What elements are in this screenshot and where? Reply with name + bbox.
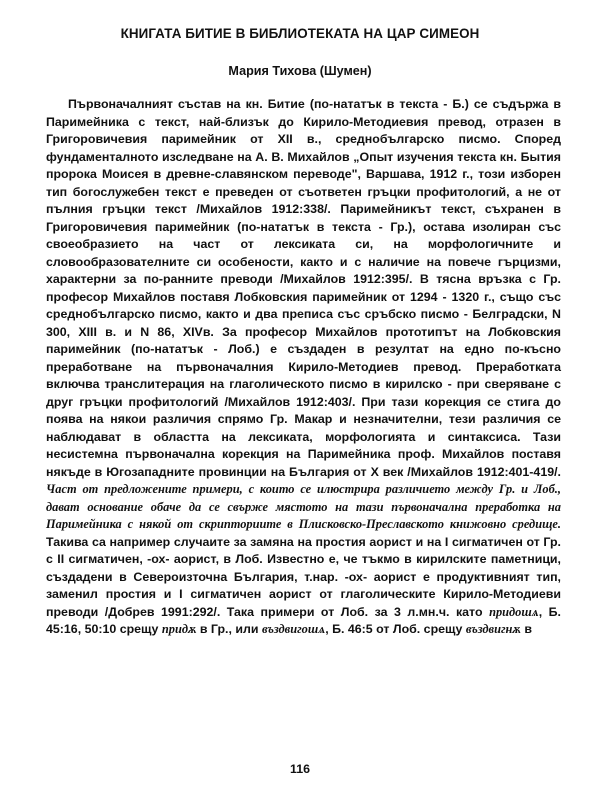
ocs-word-4: въздвигнѫ [465, 622, 521, 636]
body-text-main: Първоначалният състав на кн. Битие (по-нататък в текста - Б.) се съдържа в Паримейника с текст, най-близък до Кирило-Методиевия превод, отразен в Григоровичевия паримейник от XII в., среднобългарско писмо. Според фундаменталното изследване на А. В. Михайлов „Опыт изучения текста кн. Бытия пророка Моисея в древне-славянском переводе", Варшава, 1912 г., този изборен тип богослужебен текст е преведен от съответен гръцки профитологий, а не от пълния гръцки текст /Михайлов 1912:338/. Паримейникът текст, съхранен в Григоровичевия паримейник (по-нататък в текста - Гр.), остава изолиран със своеобразието на част от лексиката си, на морфологичните и словообразователните си особености, както и с наличие на повече гърцизми, характерни за по-ранните преводи /Михайлов 1912:395/. В тясна връзка с Гр. професор Михайлов поставя Лобковския паримейник от 1294 - 1320 г., също със среднобългарско писмо, както и два преписа със сръбско писмо - Белградски, N 300, XIII в. и N 86, XIVв. За професор Михайлов прототипът на Лобковския паримейник (по-нататък - Лоб.) е създаден в резултат на едно по-късно преработване на първоначалния Кирило-Методиев превод. Преработката включва транслитерация на глаголическото писмо в кирилско - при сверяване с друг гръцки профитологий /Михайлов 1912:403/. При тази корекция се стига до поява на някои различия спрямо Гр. Макар и незначителни, тези различия се наблюдават в областта на лексиката, морфологията и синтаксиса. Тази несистемна първоначална корекция на Паримейника проф. Михайлов поставя някъде в Югозападните провинции на България от X век /Михайлов 1912:401-419/. [46, 97, 561, 479]
ocs-word-3: въздвигошѧ [261, 622, 326, 636]
reference-4: в [524, 622, 532, 636]
reference-2: в Гр., или [199, 622, 259, 636]
body-paragraph [46, 96, 561, 639]
reference-1: , Б. 45:16, 50:10 срещу [46, 604, 561, 636]
reference-3: , Б. 46:5 от Лоб. срещу [325, 622, 463, 636]
article-title: КНИГАТА БИТИЕ В БИБЛИОТЕКАТА НА ЦАР СИМЕОН [120, 26, 480, 41]
ocs-word-1: придошѧ [489, 604, 539, 619]
article-author: Мария Тихова (Шумен) [228, 64, 372, 78]
ocs-word-2: придѫ [161, 622, 197, 636]
body-text-italic: Част от предложените примери, с които се илюстрира различието между Гр. и Лоб., дават основание обаче да се свърже мястото на тази първоначална преработка на Паримейника с някой от скрипториите в Плисковско-Преславското книжовно средище. [46, 482, 561, 531]
page-number: 116 [290, 762, 310, 776]
body-text-continuation: Такива са например случаите за замяна на простия аорист и на I сигматичен от Гр. с II сигматичен, -ох- аорист, в Лоб. Известно е, че тъкмо в кирилските паметници, създадени в Североизточна България, т.нар. -ох- аорист е продуктивният тип, заменил простия и I сигматичен аорист от глаголическите Кирило-Методиеви преводи /Добрев 1991:292/. Така примери от Лоб. за 3 л.мн.ч. като [46, 534, 561, 619]
